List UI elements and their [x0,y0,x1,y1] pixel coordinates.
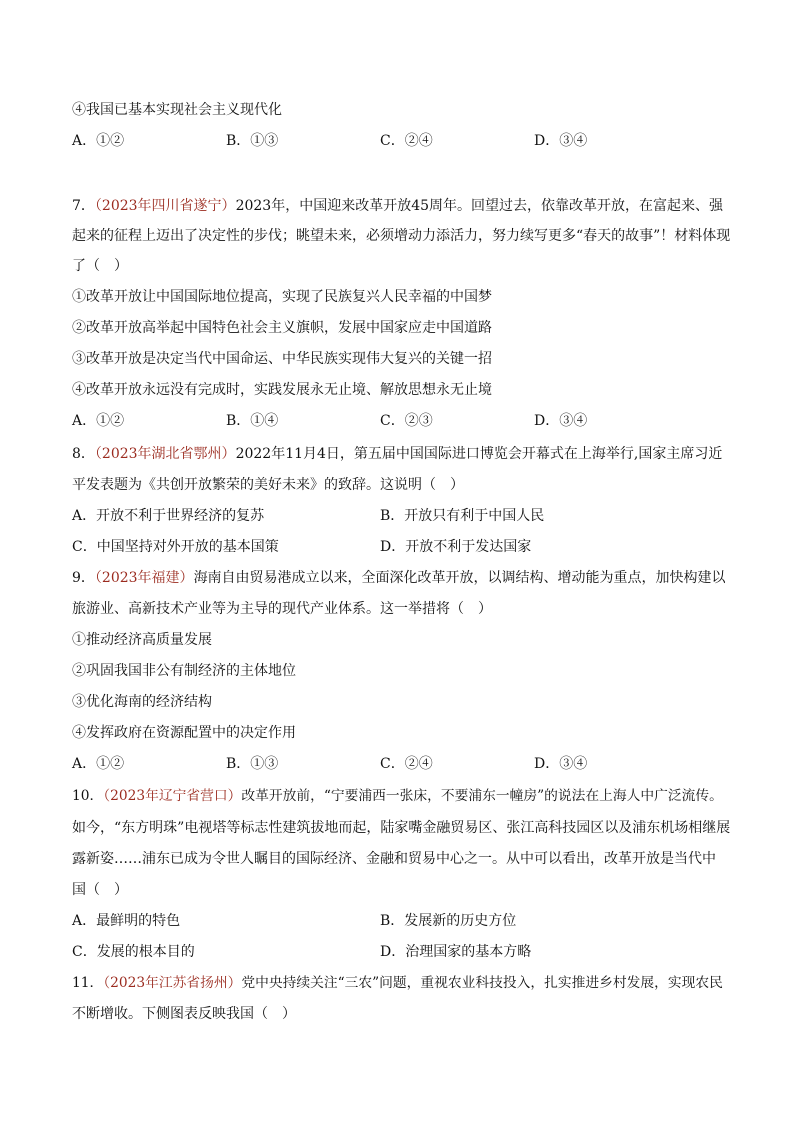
q7-stem-line3: 了（ ） [72,258,128,274]
q7-option-b: B．①④ [226,413,279,429]
q9-statement-2: ②巩固我国非公有制经济的主体地位 [72,663,296,679]
q7-stem-line2: 起来的征程上迈出了决定性的步伐；眺望未来，必须增动力添活力，努力续写更多“春天的故事”！材料体现 [72,228,731,244]
q8-option-c: C．中国坚持对外开放的基本国策 [72,539,279,555]
q9-stem-line1 [72,568,726,588]
q7-number: 7． [72,198,95,214]
q7-statement-1: ①改革开放让中国国际地位提高，实现了民族复兴人民幸福的中国梦 [72,289,492,305]
q7-text: 2023年，中国迎来改革开放45周年。回望过去，依靠改革开放，在富起来、强 [235,198,724,214]
q9-text: 海南自由贸易港成立以来，全面深化改革开放，以调结构、增动能为重点，加快构建以 [193,570,726,586]
q9-source: （2023年福建） [94,570,194,586]
q8-stem-line2: 平发表题为《共创开放繁荣的美好未来》的致辞。这说明（ ） [72,477,464,493]
q10-option-b: B．发展新的历史方位 [380,913,517,929]
q8-source: （2023年湖北省鄂州） [94,446,236,462]
q8-option-b: B．开放只有利于中国人民 [380,508,545,524]
q10-stem-line2: 如今，“东方明珠”电视塔等标志性建筑拔地而起，陆家嘴金融贸易区、张江高科技园区以及浦东机场相继展 [72,820,731,836]
q11-text: 党中央持续关注“三农”问题，重视农业科技投入，扎实推进乡村发展，实现农民 [241,975,723,991]
q9-option-b: B．①③ [226,756,279,772]
q10-stem-line1 [72,786,723,806]
q9-option-a: A．①② [72,756,125,772]
q10-option-c: C．发展的根本目的 [72,944,195,960]
option-b: B．①③ [226,133,279,149]
q8-stem-line1 [72,444,722,464]
q9-statement-1: ①推动经济高质量发展 [72,632,212,648]
q8-option-d: D．开放不利于发达国家 [380,539,532,555]
q7-option-c: C．②③ [380,413,433,429]
q8-number: 8． [72,446,95,462]
q10-text: 改革开放前，“宁要浦西一张床，不要浦东一幢房”的说法在上海人中广泛流传。 [241,788,723,804]
option-d: D．③④ [534,133,588,149]
q7-statement-4: ④改革开放永远没有完成时，实践发展永无止境、解放思想永无止境 [72,382,492,398]
q8-option-a: A．开放不利于世界经济的复苏 [72,508,265,524]
q10-number: 10． [72,788,104,804]
q9-option-c: C．②④ [380,756,433,772]
q10-stem-line3: 露新姿……浦东已成为令世人瞩目的国际经济、金融和贸易中心之一。从中可以看出，改革开放是当代中 [72,851,716,867]
q7-option-d: D．③④ [534,413,588,429]
q10-option-a: A．最鲜明的特色 [72,913,181,929]
q11-number: 11． [72,975,104,991]
q11-source: （2023年江苏省扬州） [103,975,242,991]
q7-option-a: A．①② [72,413,125,429]
q9-stem-line2: 旅游业、高新技术产业等为主导的现代产业体系。这一举措将（ ） [72,601,492,617]
q11-stem-line1 [72,973,723,993]
q10-stem-line4: 国（ ） [72,882,128,898]
option-a: A．①② [72,133,125,149]
q9-option-d: D．③④ [534,756,588,772]
q7-stem-line1 [72,196,723,216]
q9-number: 9． [72,570,95,586]
option-c: C．②④ [380,133,433,149]
q7-source: （2023年四川省遂宁） [94,198,236,214]
q9-statement-3: ③优化海南的经济结构 [72,694,212,710]
q10-source: （2023年辽宁省营口） [103,788,242,804]
q8-text: 2022年11月4日，第五届中国国际进口博览会开幕式在上海举行,国家主席习近 [235,446,723,462]
q7-statement-3: ③改革开放是决定当代中国命运、中华民族实现伟大复兴的关键一招 [72,351,492,367]
statement-4: ④我国已基本实现社会主义现代化 [72,102,282,118]
q7-statement-2: ②改革开放高举起中国特色社会主义旗帜，发展中国家应走中国道路 [72,320,492,336]
q9-statement-4: ④发挥政府在资源配置中的决定作用 [72,725,296,741]
q11-stem-line2: 不断增收。下侧图表反映我国（ ） [72,1006,296,1022]
q10-option-d: D．治理国家的基本方略 [380,944,532,960]
